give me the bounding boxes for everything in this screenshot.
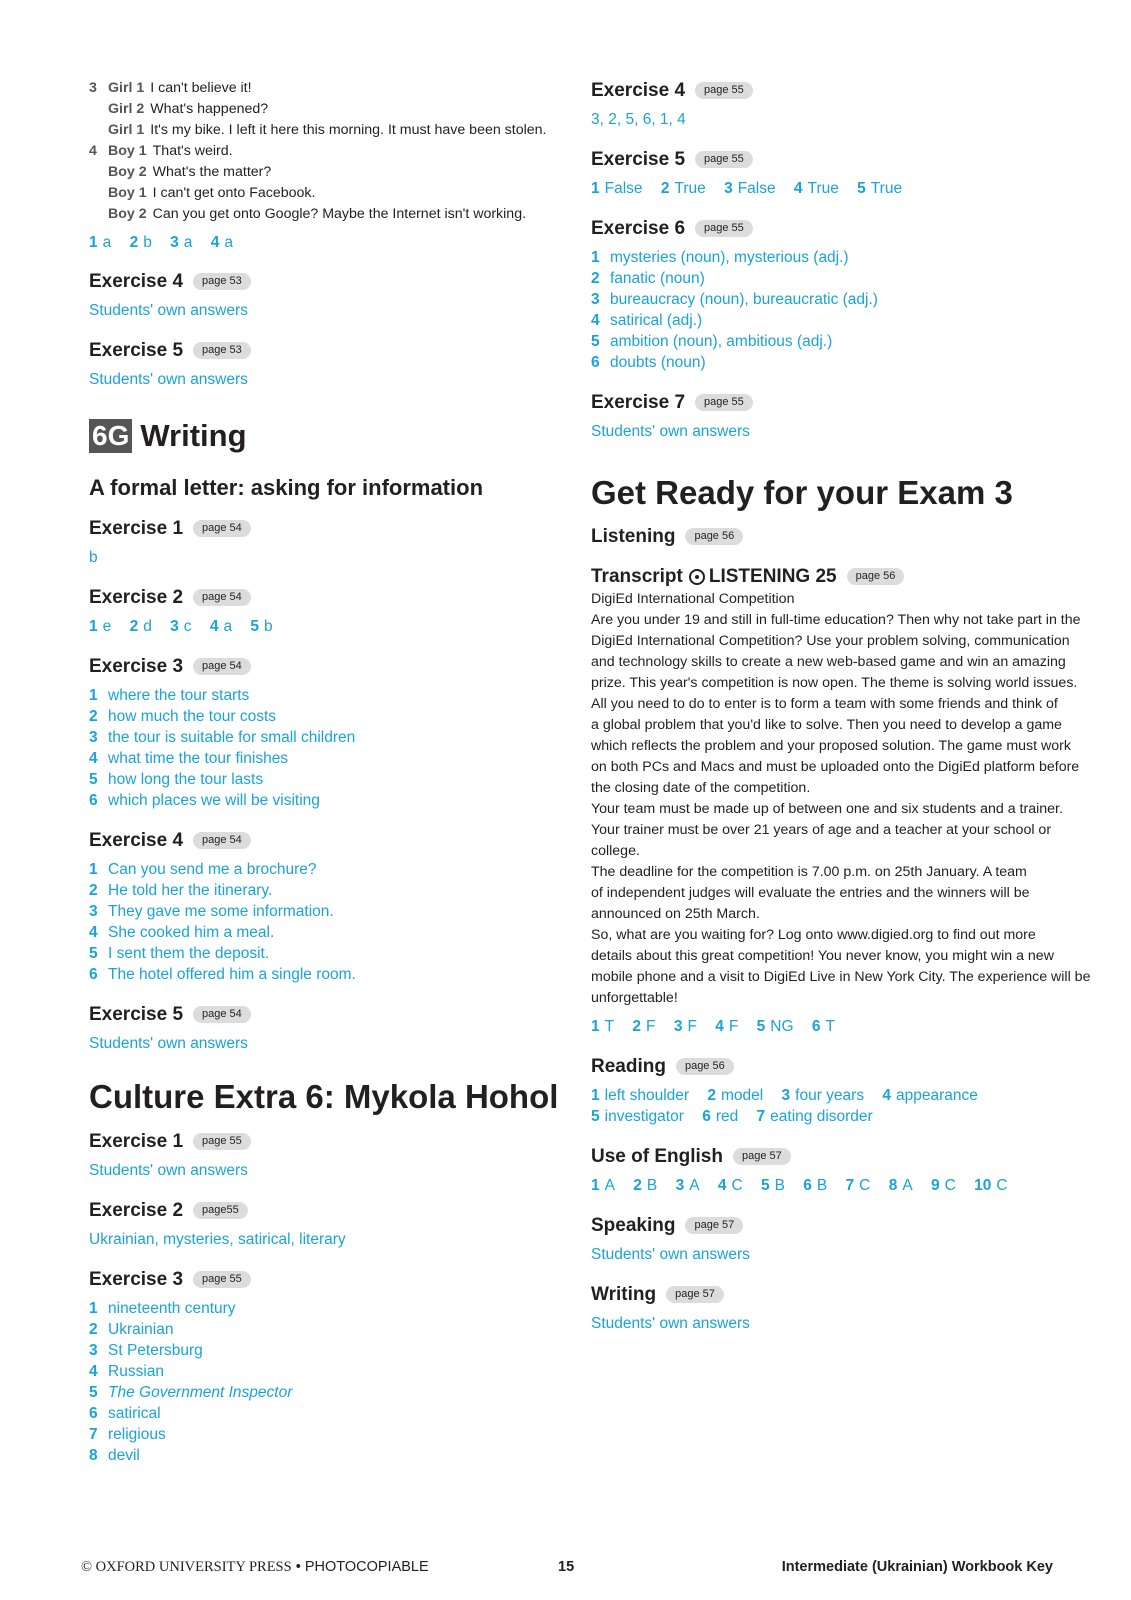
exercise-heading: Exercise 1 page 54	[89, 519, 251, 538]
exercise-heading: Exercise 1 page 55	[89, 1132, 251, 1151]
list-item: 6 satirical	[89, 1405, 161, 1422]
answer-text: Students' own answers	[591, 1315, 750, 1332]
section-heading-6g	[89, 418, 247, 454]
section-subtitle: A formal letter: asking for information	[89, 475, 484, 500]
transcript-line: unforgettable!	[591, 990, 678, 1006]
page-ref-badge: page 54	[193, 1006, 251, 1023]
exercise-heading: Exercise 5 page 54	[89, 1005, 251, 1024]
list-item: 5 The Government Inspector	[89, 1384, 293, 1401]
answer-text: Students' own answers	[89, 1035, 248, 1052]
exercise-heading: Exercise 3 page 55	[89, 1270, 251, 1289]
list-item: 6 which places we will be visiting	[89, 792, 320, 809]
transcript-line: and technology skills to create a new web-based game and win an amazing	[591, 654, 1066, 670]
transcript-line: All you need to do to enter is to form a team with some friends and think of	[591, 696, 1058, 712]
list-item: 1 nineteenth century	[89, 1300, 236, 1317]
answer-row: 5 investigator 6 red 7 eating disorder	[591, 1108, 873, 1125]
cd-icon	[689, 569, 705, 585]
transcript-line: The deadline for the competition is 7.00 p.m. on 25th January. A team	[591, 864, 1027, 880]
list-item: 4 satirical (adj.)	[591, 312, 703, 329]
list-item: 4 what time the tour finishes	[89, 750, 289, 767]
answer-row: 1 left shoulder 2 model 3 four years 4 appearance	[591, 1087, 978, 1104]
answer-text: Students' own answers	[591, 423, 750, 440]
list-item: 2 Ukrainian	[89, 1321, 174, 1338]
list-item: 6 The hotel offered him a single room.	[89, 966, 356, 983]
exercise-heading: Exercise 4 page 54	[89, 831, 251, 850]
list-item: 5 ambition (noun), ambitious (adj.)	[591, 333, 833, 350]
exercise-heading: Exercise 2 page 54	[89, 588, 251, 607]
answer-text: Students' own answers	[89, 302, 248, 319]
answer-text: Students' own answers	[89, 371, 248, 388]
page-ref-badge: page 56	[676, 1058, 734, 1075]
section-heading-writing: Writing page 57	[591, 1285, 724, 1304]
page-ref-badge: page 53	[193, 342, 251, 359]
transcript-line: the closing date of the competition.	[591, 780, 811, 796]
transcript-heading: Transcript LISTENING 25 page 56	[591, 567, 904, 586]
list-item: 7 religious	[89, 1426, 166, 1443]
transcript-line: on both PCs and Macs and must be uploaded onto the DigiEd platform before	[591, 759, 1080, 775]
transcript-line: So, what are you waiting for? Log onto www.digied.org to find out more	[591, 927, 1036, 943]
section-heading-speaking: Speaking page 57	[591, 1216, 743, 1235]
exercise-heading: Exercise 5 page 53	[89, 341, 251, 360]
unit-badge: 6G	[89, 419, 132, 453]
page-ref-badge: page 54	[193, 658, 251, 675]
transcript-line: Your team must be made up of between one and six students and a trainer.	[591, 801, 1063, 817]
answer-text: Students' own answers	[591, 1246, 750, 1263]
transcript-line: mobile phone and a visit to DigiEd Live in New York City. The experience will be	[591, 969, 1091, 985]
exercise-heading: Exercise 4 page 55	[591, 81, 753, 100]
answer-text: Ukrainian, mysteries, satirical, literary	[89, 1231, 346, 1248]
exercise-heading: Exercise 2 page55	[89, 1201, 248, 1220]
exercise-heading: Exercise 6 page 55	[591, 219, 753, 238]
dialogue-line: Boy 2 Can you get onto Google? Maybe the Internet isn't working.	[108, 206, 527, 222]
list-item: 5 I sent them the deposit.	[89, 945, 270, 962]
transcript-line: a global problem that you'd like to solve. Then you need to develop a game	[591, 717, 1062, 733]
transcript-line: Your trainer must be over 21 years of age and a teacher at your school or	[591, 822, 1052, 838]
transcript-line: college.	[591, 843, 640, 859]
page-ref-badge: page 56	[847, 568, 905, 585]
dialogue-line: Girl 1 It's my bike. I left it here this morning. It must have been stolen.	[108, 122, 547, 138]
list-item: 2 He told her the itinerary.	[89, 882, 273, 899]
exercise-heading: Exercise 7 page 55	[591, 393, 753, 412]
page-ref-badge: page 54	[193, 589, 251, 606]
page-ref-badge: page 55	[695, 394, 753, 411]
answer-row: 1 A 2 B 3 A 4 C 5 B 6 B 7 C 8 A 9 C 10 C	[591, 1177, 1008, 1194]
answer-row: 1 e 2 d 3 c 4 a 5 b	[89, 618, 273, 635]
answer-text: 3, 2, 5, 6, 1, 4	[591, 111, 686, 128]
page-ref-badge: page 53	[193, 273, 251, 290]
dialogue-line: Boy 1 I can't get onto Facebook.	[108, 185, 316, 201]
dialogue-answers: 1 a 2 b 3 a 4 a	[89, 234, 233, 251]
transcript-line: DigiEd International Competition	[591, 591, 795, 607]
answer-text: b	[89, 549, 98, 566]
section-title: Writing	[140, 418, 247, 453]
list-item: 4 She cooked him a meal.	[89, 924, 275, 941]
exercise-heading: Exercise 5 page 55	[591, 150, 753, 169]
page-ref-badge: page 55	[695, 151, 753, 168]
transcript-line: Are you under 19 and still in full-time education? Then why not take part in the	[591, 612, 1081, 628]
page-ref-badge: page55	[193, 1202, 248, 1219]
page-ref-badge: page 56	[685, 528, 743, 545]
answer-text: Students' own answers	[89, 1162, 248, 1179]
list-item: 2 how much the tour costs	[89, 708, 276, 725]
transcript-line: details about this great competition! You never know, you might win a new	[591, 948, 1054, 964]
track-label: LISTENING 25	[708, 566, 837, 587]
list-item: 1 Can you send me a brochure?	[89, 861, 317, 878]
transcript-line: DigiEd International Competition? Use your problem solving, communication	[591, 633, 1070, 649]
section-heading-listening: Listening page 56	[591, 527, 743, 546]
section-heading-use-of-english: Use of English page 57	[591, 1147, 791, 1166]
page-ref-badge: page 54	[193, 520, 251, 537]
list-item: 4 Russian	[89, 1363, 164, 1380]
exercise-heading: Exercise 3 page 54	[89, 657, 251, 676]
list-item: 2 fanatic (noun)	[591, 270, 705, 287]
page-ref-badge: page 55	[695, 82, 753, 99]
dialogue-line: 3 Girl 1 I can't believe it!	[89, 80, 252, 96]
page-ref-badge: page 57	[733, 1148, 791, 1165]
transcript-line: which reflects the problem and your proposed solution. The game must work	[591, 738, 1071, 754]
dialogue-line: Girl 2 What's happened?	[108, 101, 269, 117]
footer-book-title: Intermediate (Ukrainian) Workbook Key	[781, 1559, 1053, 1575]
list-item: 3 bureaucracy (noun), bureaucratic (adj.)	[591, 291, 878, 308]
list-item: 5 how long the tour lasts	[89, 771, 264, 788]
list-item: 6 doubts (noun)	[591, 354, 706, 371]
list-item: 3 They gave me some information.	[89, 903, 334, 920]
transcript-line: announced on 25th March.	[591, 906, 760, 922]
list-item: 3 the tour is suitable for small children	[89, 729, 356, 746]
page-ref-badge: page 55	[193, 1271, 251, 1288]
page-number: 15	[558, 1559, 575, 1575]
answer-row: 1 False 2 True 3 False 4 True 5 True	[591, 180, 903, 197]
culture-extra-title: Culture Extra 6: Mykola Hohol	[89, 1078, 559, 1115]
transcript-line: of independent judges will evaluate the entries and the winners will be	[591, 885, 1030, 901]
section-heading-reading: Reading page 56	[591, 1057, 734, 1076]
transcript-line: prize. This year's competition is now open. The theme is solving world issues.	[591, 675, 1078, 691]
exercise-heading: Exercise 4 page 53	[89, 272, 251, 291]
list-item: 1 mysteries (noun), mysterious (adj.)	[591, 249, 849, 266]
list-item: 1 where the tour starts	[89, 687, 250, 704]
page-ref-badge: page 57	[685, 1217, 743, 1234]
footer-publisher: © OXFORD UNIVERSITY PRESS • PHOTOCOPIABLE	[81, 1559, 429, 1575]
exam-title: Get Ready for your Exam 3	[591, 474, 1013, 511]
dialogue-line: 4 Boy 1 That's weird.	[89, 143, 233, 159]
page-ref-badge: page 57	[666, 1286, 724, 1303]
dialogue-line: Boy 2 What's the matter?	[108, 164, 272, 180]
answer-row: 1 T 2 F 3 F 4 F 5 NG 6 T	[591, 1018, 835, 1035]
list-item: 3 St Petersburg	[89, 1342, 203, 1359]
page-ref-badge: page 55	[193, 1133, 251, 1150]
list-item: 8 devil	[89, 1447, 140, 1464]
page-ref-badge: page 54	[193, 832, 251, 849]
page-ref-badge: page 55	[695, 220, 753, 237]
